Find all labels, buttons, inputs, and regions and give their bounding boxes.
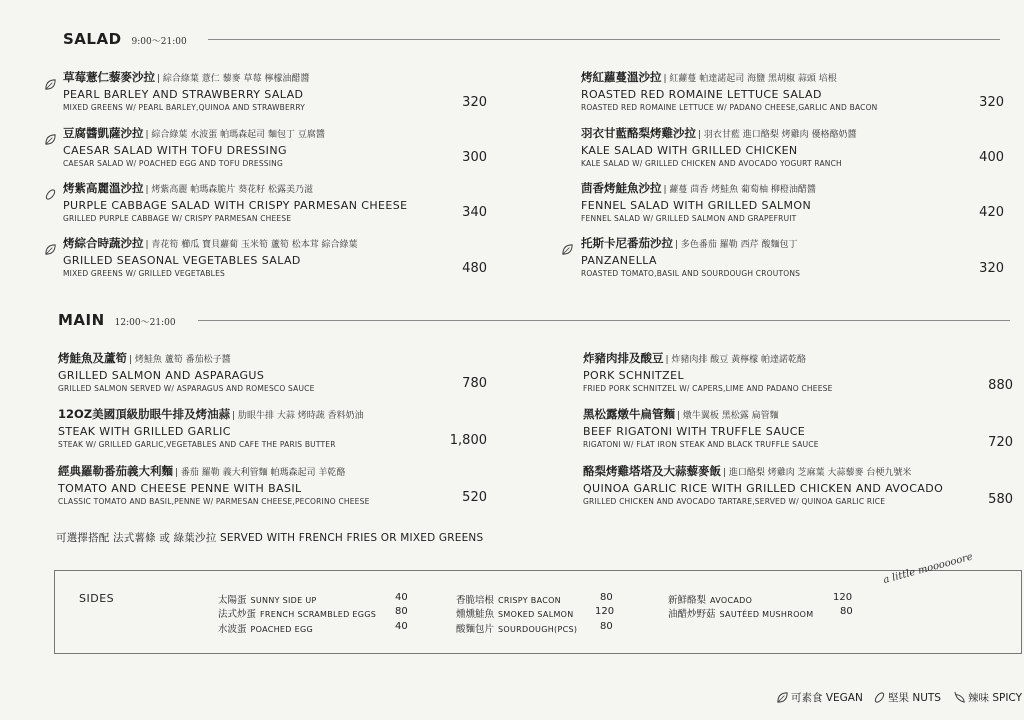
item-en-desc: RIGATONI W/ FLAT IRON STEAK AND BLACK TRUFFLE SAUCE	[583, 440, 819, 449]
salad-header	[63, 30, 187, 48]
side-price: 80	[395, 606, 408, 617]
main-item	[58, 350, 315, 393]
item-zh-desc: | 進口酪梨 烤雞肉 芝麻葉 大蒜藜麥 台梗九號米	[723, 468, 912, 478]
side-en-name: AVOCADO	[710, 596, 753, 605]
main-item	[583, 350, 833, 393]
main-item	[583, 406, 819, 449]
item-price: 720	[988, 435, 1013, 450]
side-price: 80	[840, 606, 853, 617]
item-zh-desc: | 紅蘿蔓 帕達諾起司 海鹽 黑胡椒 蒜頭 培根	[663, 74, 837, 84]
item-price: 420	[979, 205, 1004, 220]
legend-spicy	[953, 690, 1022, 705]
vegan-leaf-icon	[44, 78, 57, 91]
salad-item	[581, 235, 800, 278]
side-item	[668, 592, 752, 606]
item-zh-name: 黑松露燉牛扁管麵	[583, 407, 675, 421]
legend-label: 可素食 VEGAN	[791, 692, 863, 704]
side-price: 80	[600, 621, 613, 632]
spicy-pepper-icon	[953, 691, 966, 704]
side-zh-name: 酸麵包片	[456, 624, 495, 635]
item-zh-name: 烤鮭魚及蘆筍	[58, 351, 127, 365]
item-price: 400	[979, 150, 1004, 165]
sides-title: SIDES	[79, 592, 115, 605]
legend-nuts	[873, 690, 941, 705]
item-en-name: ROASTED RED ROMAINE LETTUCE SALAD	[581, 88, 822, 101]
item-zh-name: 烤紅蘿蔓溫沙拉	[581, 70, 662, 84]
item-zh-name: 12OZ美國頂級肋眼牛排及烤油蒜	[58, 407, 231, 421]
item-zh-desc: | 烤紫高麗 帕瑪森脆片 葵花籽 松露美乃滋	[145, 185, 313, 195]
side-en-name: CRISPY BACON	[498, 596, 561, 605]
served-with-note: 可選擇搭配 法式薯條 或 綠葉沙拉 SERVED WITH FRENCH FRIES OR MIXED GREENS	[56, 532, 484, 544]
item-zh-desc: | 綜合綠葉 薏仁 藜麥 草莓 檸檬油醋醬	[157, 74, 310, 84]
item-en-name: FENNEL SALAD WITH GRILLED SALMON	[581, 199, 812, 212]
vegan-leaf-icon	[776, 691, 789, 704]
salad-item	[63, 180, 407, 223]
side-en-name: SOURDOUGH(PCS)	[498, 625, 578, 634]
legend-label: 辣味 SPICY	[968, 692, 1022, 704]
item-en-desc: FRIED PORK SCHNITZEL W/ CAPERS,LIME AND PADANO CHEESE	[583, 384, 833, 393]
side-price: 40	[395, 592, 408, 603]
side-en-name: FRENCH SCRAMBLED EGGS	[260, 610, 377, 619]
item-zh-name: 羽衣甘藍酪梨烤雞沙拉	[581, 126, 696, 140]
item-en-desc: ROASTED RED ROMAINE LETTUCE W/ PADANO CHEESE,GARLIC AND BACON	[581, 103, 878, 112]
item-en-desc: GRILLED SALMON SERVED W/ ASPARAGUS AND ROMESCO SAUCE	[58, 384, 315, 393]
side-price: 40	[395, 621, 408, 632]
salad-item	[581, 180, 816, 223]
legend-vegan	[776, 690, 863, 705]
salad-item	[581, 69, 878, 112]
item-price: 520	[462, 490, 487, 505]
main-rule	[198, 320, 1010, 321]
salad-item	[63, 69, 309, 112]
item-en-desc: MIXED GREENS W/ PEARL BARLEY,QUINOA AND STRAWBERRY	[63, 103, 306, 112]
item-zh-name: 草莓薏仁藜麥沙拉	[63, 70, 155, 84]
item-zh-name: 烤紫高麗溫沙拉	[63, 181, 144, 195]
legend-label: 堅果 NUTS	[888, 692, 941, 704]
main-item	[58, 463, 370, 506]
side-item	[218, 606, 376, 620]
vegan-leaf-icon	[561, 243, 574, 256]
item-zh-name: 豆腐醬凱薩沙拉	[63, 126, 144, 140]
salad-rule	[208, 39, 1000, 40]
item-zh-name: 茴香烤鮭魚沙拉	[581, 181, 662, 195]
item-zh-desc: | 烤鮭魚 蘆筍 番茄松子醬	[129, 355, 231, 365]
salad-title: SALAD	[63, 30, 122, 48]
side-zh-name: 燻燻鮭魚	[456, 609, 495, 620]
item-zh-desc: | 蘿蔓 茴香 烤鮭魚 葡萄柚 柳橙油醋醬	[663, 185, 816, 195]
vegan-leaf-icon	[44, 133, 57, 146]
item-en-name: KALE SALAD WITH GRILLED CHICKEN	[581, 144, 798, 157]
little-more-note: a little moooooore	[882, 551, 975, 586]
item-zh-desc: | 綜合綠葉 水波蛋 帕瑪森起司 麵包丁 豆腐醬	[145, 130, 325, 140]
item-en-name: PANZANELLA	[581, 254, 657, 267]
item-zh-desc: | 多色番茄 羅勒 西芹 酸麵包丁	[675, 240, 798, 250]
item-en-name: STEAK WITH GRILLED GARLIC	[58, 425, 231, 438]
item-en-desc: KALE SALAD W/ GRILLED CHICKEN AND AVOCADO YOGURT RANCH	[581, 159, 842, 168]
item-price: 320	[462, 95, 487, 110]
item-zh-desc: | 羽衣甘藍 進口酪梨 烤雞肉 優格酪奶醬	[698, 130, 857, 140]
item-en-name: PURPLE CABBAGE SALAD WITH CRISPY PARMESAN CHEESE	[63, 199, 408, 212]
item-price: 780	[462, 376, 487, 391]
salad-hours: 9:00～21:00	[131, 37, 187, 47]
side-price: 80	[600, 592, 613, 603]
item-en-desc: STEAK W/ GRILLED GARLIC,VEGETABLES AND CAFE THE PARIS BUTTER	[58, 440, 336, 449]
item-en-name: GRILLED SEASONAL VEGETABLES SALAD	[63, 254, 301, 267]
salad-item	[581, 125, 856, 168]
item-en-name: PEARL BARLEY AND STRAWBERRY SALAD	[63, 88, 304, 101]
item-en-desc: MIXED GREENS W/ GRILLED VEGETABLES	[63, 269, 225, 278]
side-item	[218, 592, 317, 606]
side-item	[456, 621, 577, 635]
item-zh-desc: | 肋眼牛排 大蒜 烤時蔬 香料奶油	[232, 411, 364, 421]
item-zh-desc: | 青花筍 櫛瓜 寶貝蘿蔔 玉米筍 蘆筍 松本茸 綜合綠葉	[145, 240, 358, 250]
item-price: 580	[988, 492, 1013, 507]
item-zh-name: 酪梨烤雞塔塔及大蒜藜麥飯	[583, 464, 721, 478]
side-item	[456, 592, 561, 606]
nuts-icon	[873, 691, 886, 704]
main-header	[58, 311, 176, 329]
item-en-desc: CLASSIC TOMATO AND BASIL,PENNE W/ PARMESAN CHEESE,PECORINO CHEESE	[58, 497, 370, 506]
item-en-desc: CAESAR SALAD W/ POACHED EGG AND TOFU DRESSING	[63, 159, 283, 168]
side-zh-name: 水波蛋	[218, 624, 247, 635]
side-zh-name: 法式炒蛋	[218, 609, 257, 620]
item-en-name: BEEF RIGATONI WITH TRUFFLE SAUCE	[583, 425, 806, 438]
item-zh-name: 烤綜合時蔬沙拉	[63, 236, 144, 250]
side-en-name: SAUTÉED MUSHROOM	[719, 610, 814, 619]
item-en-desc: GRILLED PURPLE CABBAGE W/ CRISPY PARMESAN CHEESE	[63, 214, 292, 223]
salad-item	[63, 125, 325, 168]
salad-item	[63, 235, 358, 278]
vegan-leaf-icon	[44, 243, 57, 256]
main-item	[583, 463, 943, 506]
item-en-name: GRILLED SALMON AND ASPARAGUS	[58, 369, 265, 382]
side-en-name: SMOKED SALMON	[498, 610, 574, 619]
item-price: 300	[462, 150, 487, 165]
side-price: 120	[595, 606, 615, 617]
main-title: MAIN	[58, 311, 105, 329]
main-item	[58, 406, 364, 449]
item-zh-name: 經典羅勒番茄義大利麵	[58, 464, 173, 478]
item-zh-name: 托斯卡尼番茄沙拉	[581, 236, 673, 250]
side-item	[668, 606, 813, 620]
item-price: 320	[979, 95, 1004, 110]
main-hours: 12:00～21:00	[114, 318, 176, 328]
item-zh-desc: | 番茄 羅勒 義大利管麵 帕瑪森起司 羊乾酪	[175, 468, 346, 478]
item-zh-desc: | 炸豬肉排 酸豆 黃檸檬 帕達諾乾酪	[665, 355, 806, 365]
item-en-desc: GRILLED CHICKEN AND AVOCADO TARTARE,SERVED W/ QUINOA GARLIC RICE	[583, 497, 886, 506]
side-en-name: SUNNY SIDE UP	[250, 596, 317, 605]
item-en-name: QUINOA GARLIC RICE WITH GRILLED CHICKEN AND AVOCADO	[583, 482, 944, 495]
item-price: 880	[988, 378, 1013, 393]
side-item	[456, 606, 574, 620]
item-price: 1,800	[449, 433, 487, 448]
side-zh-name: 新鮮酪梨	[668, 595, 707, 606]
side-price: 120	[833, 592, 853, 603]
nuts-icon	[44, 188, 57, 201]
item-price: 320	[979, 261, 1004, 276]
item-en-desc: ROASTED TOMATO,BASIL AND SOURDOUGH CROUTONS	[581, 269, 801, 278]
item-en-name: CAESAR SALAD WITH TOFU DRESSING	[63, 144, 287, 157]
item-en-desc: FENNEL SALAD W/ GRILLED SALMON AND GRAPEFRUIT	[581, 214, 797, 223]
item-en-name: PORK SCHNITZEL	[583, 369, 684, 382]
side-zh-name: 香脆培根	[456, 595, 495, 606]
item-zh-desc: | 燉牛翼板 黑松露 扁管麵	[677, 411, 779, 421]
item-price: 340	[462, 205, 487, 220]
side-zh-name: 太陽蛋	[218, 595, 247, 606]
side-item	[218, 621, 313, 635]
side-en-name: POACHED EGG	[250, 625, 313, 634]
item-price: 480	[462, 261, 487, 276]
side-zh-name: 油醋炒野菇	[668, 609, 716, 620]
item-en-name: TOMATO AND CHEESE PENNE WITH BASIL	[58, 482, 302, 495]
item-zh-name: 炸豬肉排及酸豆	[583, 351, 664, 365]
